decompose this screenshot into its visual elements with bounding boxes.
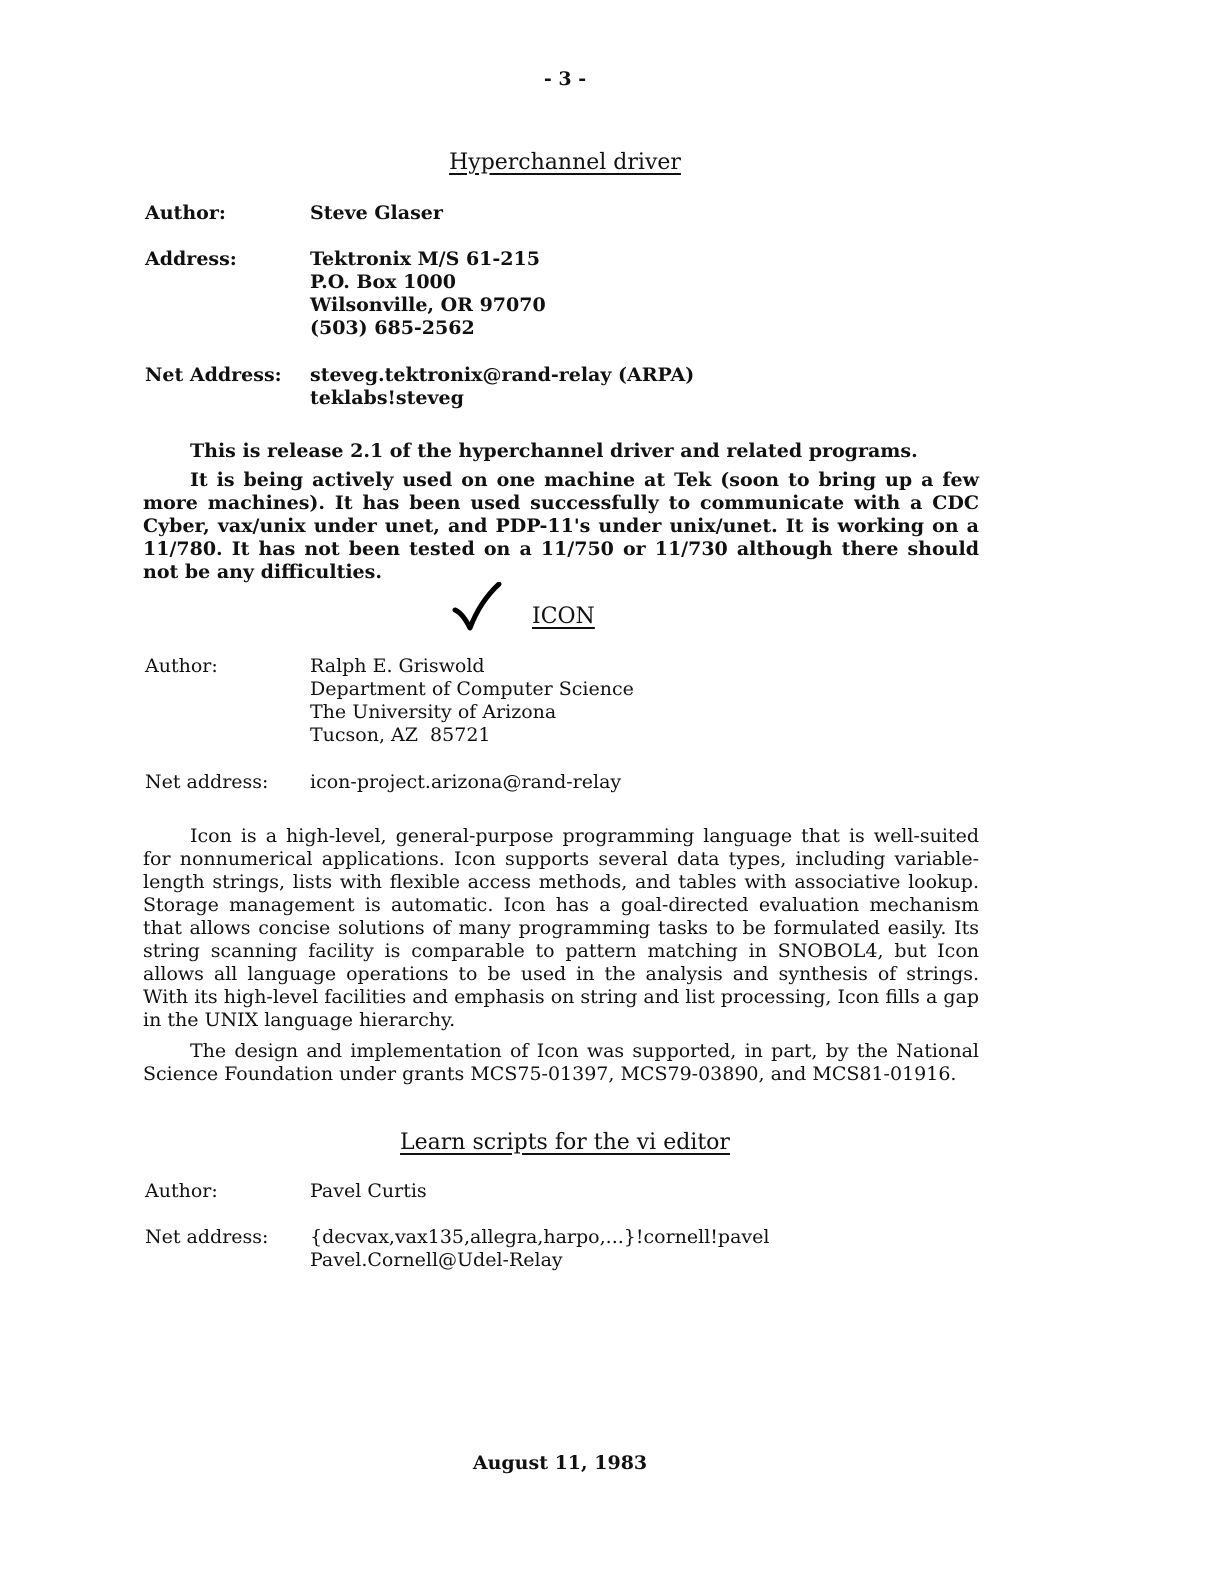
author-line: Department of Computer Science (310, 678, 634, 700)
paragraph: It is being actively used on one machine at Tek (soon to bring up a few more machines). It has been used successfully to communicate with a CDC Cyber, vax/unix under unet, and PDP-11's under unix/unet. It is working on a 11/780. It has not been tested on a 11/750 or 11/730 although there should not be any difficulties. (143, 469, 979, 583)
address-line: (503) 685-2562 (310, 317, 475, 339)
check-icon (452, 582, 502, 632)
net-address-line: teklabs!steveg (310, 387, 464, 409)
address-label: Address: (145, 248, 237, 270)
author-name: Pavel Curtis (310, 1180, 427, 1202)
author-label: Author: (145, 1180, 218, 1202)
address-line: Tektronix M/S 61-215 (310, 248, 540, 270)
paragraph: Icon is a high-level, general-purpose programming language that is well-suited for nonnumerical applications. Icon supports several data types, including variable-length strings, lists with flexible access methods, and tables with associative lookup. Storage management is automatic. Icon has a goal-directed evaluation mechanism that allows concise solutions of many programming tasks to be formulated easily. Its string scanning facility is comparable to pattern matching in SNOBOL4, but Icon allows all language operations to be used in the analysis and synthesis of strings. With its high-level facilities and emphasis on string and list processing, Icon fills a gap in the UNIX language hierarchy. (143, 825, 979, 1031)
author-name: Steve Glaser (310, 202, 443, 224)
paragraph: The design and implementation of Icon was supported, in part, by the National Science Foundation under grants MCS75-01397, MCS79-03890, and MCS81-01916. (143, 1040, 979, 1085)
address-line: Wilsonville, OR 97070 (310, 294, 546, 316)
section-title-icon: ICON (532, 604, 595, 629)
author-label: Author: (145, 655, 218, 677)
author-line: Tucson, AZ 85721 (310, 724, 491, 746)
page-number: - 3 - (543, 68, 587, 90)
net-address-line: Pavel.Cornell@Udel-Relay (310, 1249, 563, 1271)
net-address-line: steveg.tektronix@rand-relay (ARPA) (310, 364, 695, 386)
net-address-label: Net address: (145, 1226, 269, 1248)
author-line: The University of Arizona (310, 701, 557, 723)
footer-date: August 11, 1983 (472, 1452, 648, 1474)
net-address-label: Net Address: (145, 364, 282, 386)
net-address: icon-project.arizona@rand-relay (310, 771, 622, 793)
author-label: Author: (145, 202, 226, 224)
address-line: P.O. Box 1000 (310, 271, 456, 293)
section-title-learn-scripts: Learn scripts for the vi editor (400, 1130, 730, 1155)
net-address-label: Net address: (145, 771, 269, 793)
section-title-hyperchannel: Hyperchannel driver (449, 150, 681, 175)
paragraph: This is release 2.1 of the hyperchannel driver and related programs. (190, 440, 918, 462)
author-line: Ralph E. Griswold (310, 655, 485, 677)
net-address-line: {decvax,vax135,allegra,harpo,...}!cornell!pavel (310, 1226, 770, 1248)
